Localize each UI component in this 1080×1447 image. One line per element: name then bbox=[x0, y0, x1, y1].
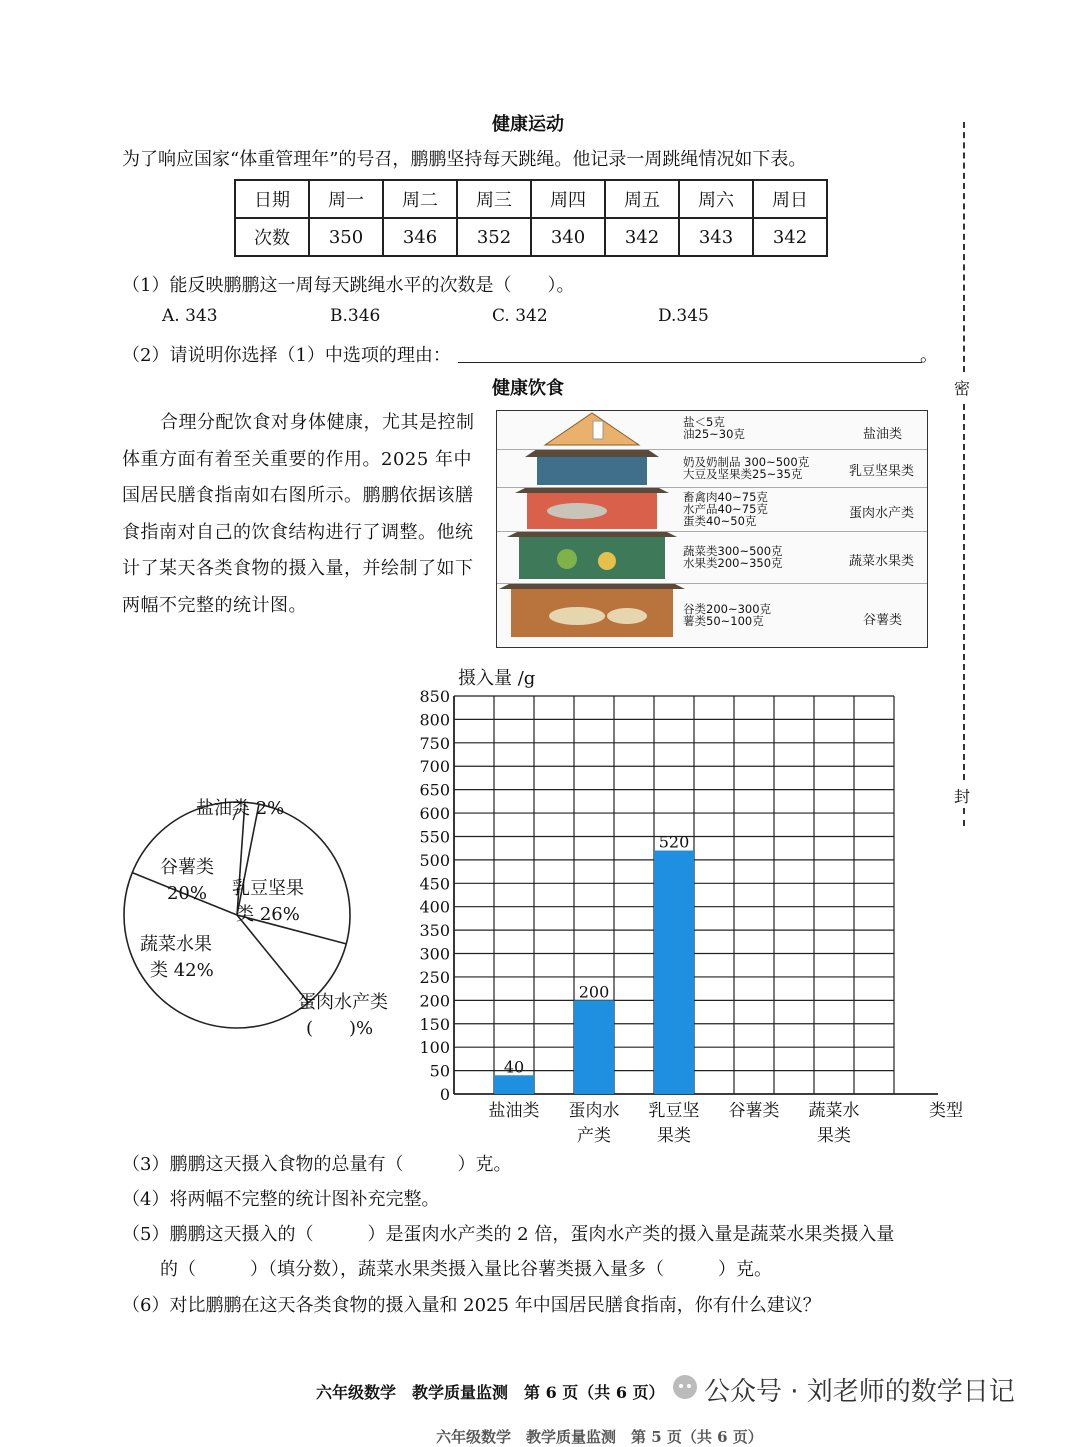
table-cell: 352 bbox=[457, 218, 531, 256]
table-cell: 周日 bbox=[753, 180, 827, 218]
table-row bbox=[235, 180, 827, 218]
y-tick-label: 350 bbox=[419, 921, 450, 941]
x-tick-label: 果类 bbox=[657, 1126, 691, 1146]
tier-text-4 bbox=[683, 545, 783, 569]
x-tick-label: 果类 bbox=[817, 1126, 851, 1146]
x-axis-label: 类型 bbox=[929, 1101, 963, 1121]
bar-value-label: 520 bbox=[658, 832, 690, 852]
table-cell: 342 bbox=[753, 218, 827, 256]
bar bbox=[574, 1000, 614, 1094]
diet-intro: 合理分配饮食对身体健康，尤其是控制体重方面有着至关重要的作用。2025 年中国居民膳食指南如右图所示。鹏鹏依据该膳食指南对自己的饮食结构进行了调整。他统计了某天各类食物的摄入量，并绘制了如下两幅不完整的统计图。 bbox=[122, 412, 475, 616]
tier-line: 奶及奶制品 300~500克 bbox=[683, 455, 810, 469]
tier-line: 盐＜5克 bbox=[683, 415, 725, 429]
x-tick-label: 蛋肉水 bbox=[568, 1101, 620, 1121]
bar-value-label: 40 bbox=[503, 1057, 525, 1077]
y-tick-label: 450 bbox=[419, 874, 450, 894]
question-3: （3）鹏鹏这天摄入食物的总量有（ ）克。 bbox=[122, 1154, 512, 1175]
tier-text-5 bbox=[683, 603, 771, 627]
grain-icon bbox=[549, 607, 605, 625]
side-mark-mi: 密 bbox=[954, 379, 971, 398]
tier-category-4: 蔬菜水果类 bbox=[849, 554, 915, 569]
tier-line: 水果类200~350克 bbox=[683, 556, 783, 570]
tier-line: 薯类50~100克 bbox=[683, 614, 764, 628]
tier-category-5: 谷薯类 bbox=[863, 613, 903, 628]
tier-line: 大豆及坚果类25~35克 bbox=[683, 467, 803, 481]
bar-chart-ylabel: 摄入量 /g bbox=[458, 668, 536, 689]
pie-label-pct: 20% bbox=[166, 883, 207, 904]
question-1: （1）能反映鹏鹏这一周每天跳绳水平的次数是（ ）。 bbox=[122, 275, 575, 296]
question-5a: （5）鹏鹏这天摄入的（ ）是蛋肉水产类的 2 倍，蛋肉水产类的摄入量是蔬菜水果类摄入量 bbox=[122, 1224, 895, 1245]
page-footer: 六年级数学 教学质量监测 第 6 页（共 6 页） bbox=[316, 1383, 665, 1402]
exercise-intro: 为了响应国家“体重管理年”的号召，鹏鹏坚持每天跳绳。他记录一周跳绳情况如下表。 bbox=[122, 149, 807, 170]
tier-text-2 bbox=[683, 456, 809, 480]
table-row bbox=[235, 218, 827, 256]
option-a[interactable]: A. 343 bbox=[162, 306, 218, 326]
x-tick-label: 蔬菜水 bbox=[808, 1101, 860, 1121]
table-cell: 周三 bbox=[457, 180, 531, 218]
pie-label-pct: 类 42% bbox=[150, 960, 214, 981]
y-tick-label: 200 bbox=[419, 991, 450, 1011]
pyramid-eave bbox=[525, 449, 659, 457]
pie-label-text: 蛋肉水产类 bbox=[298, 992, 388, 1013]
y-tick-label: 500 bbox=[419, 850, 450, 870]
wechat-icon bbox=[672, 1374, 698, 1404]
tier-line: 水产品40~75克 bbox=[683, 502, 768, 516]
table-cell: 342 bbox=[605, 218, 679, 256]
question-2: （2）请说明你选择（1）中选项的理由： bbox=[122, 345, 451, 366]
y-tick-label: 550 bbox=[419, 827, 450, 847]
tier-text-3 bbox=[683, 491, 768, 527]
tier-category-3: 蛋肉水产类 bbox=[849, 506, 915, 521]
tier-divider bbox=[497, 449, 927, 450]
grain-icon bbox=[607, 608, 647, 624]
x-tick-label: 谷薯类 bbox=[728, 1101, 780, 1121]
table-cell: 周一 bbox=[309, 180, 383, 218]
y-tick-label: 650 bbox=[419, 780, 450, 800]
bar bbox=[494, 1075, 534, 1094]
y-tick-label: 100 bbox=[419, 1038, 450, 1058]
table-cell: 周六 bbox=[679, 180, 753, 218]
y-tick-label: 750 bbox=[419, 733, 450, 753]
page-footer-ghost: 六年级数学 教学质量监测 第 5 页（共 6 页） bbox=[436, 1428, 763, 1446]
pie-label-text: 乳豆坚果 bbox=[232, 878, 304, 899]
tier-line: 谷类200~300克 bbox=[683, 602, 772, 616]
y-tick-label: 700 bbox=[419, 757, 450, 777]
option-b[interactable]: B.346 bbox=[330, 306, 381, 326]
tier-category-2: 乳豆坚果类 bbox=[849, 464, 915, 479]
x-tick-label: 产类 bbox=[577, 1126, 611, 1146]
option-d[interactable]: D.345 bbox=[658, 306, 709, 326]
vegetable-icon bbox=[557, 549, 577, 569]
table-cell: 周五 bbox=[605, 180, 679, 218]
section-title-exercise: 健康运动 bbox=[492, 114, 564, 135]
bar-chart bbox=[410, 680, 963, 1150]
option-c[interactable]: C. 342 bbox=[492, 306, 548, 326]
pie-label-text: 蔬菜水果 bbox=[140, 934, 212, 955]
y-tick-label: 0 bbox=[439, 1085, 450, 1104]
tier-line: 蔬菜类300~500克 bbox=[683, 544, 783, 558]
y-tick-label: 50 bbox=[429, 1061, 450, 1081]
table-cell: 次数 bbox=[235, 218, 309, 256]
tier-line: 畜禽肉40~75克 bbox=[683, 490, 768, 504]
pie-label-grain bbox=[160, 855, 214, 907]
tier-line: 油25~30克 bbox=[683, 427, 745, 441]
pyramid-tier-4 bbox=[519, 537, 665, 579]
binding-dash-line bbox=[963, 404, 965, 780]
binding-dash-line bbox=[963, 808, 965, 826]
x-tick-label: 乳豆坚 bbox=[648, 1101, 700, 1121]
tier-divider bbox=[497, 487, 927, 488]
y-tick-label: 250 bbox=[419, 967, 450, 987]
table-cell: 周二 bbox=[383, 180, 457, 218]
question-2-end: 。 bbox=[920, 345, 938, 366]
fruit-icon bbox=[598, 552, 616, 570]
tier-category-1: 盐油类 bbox=[863, 427, 903, 442]
section-title-diet: 健康饮食 bbox=[492, 378, 564, 399]
x-tick-label: 盐油类 bbox=[488, 1101, 540, 1121]
table-cell: 周四 bbox=[531, 180, 605, 218]
table-cell: 350 bbox=[309, 218, 383, 256]
tier-divider bbox=[497, 531, 927, 532]
pie-label-meat-egg bbox=[298, 990, 388, 1042]
salt-shaker-icon bbox=[593, 421, 603, 439]
bar bbox=[654, 851, 694, 1094]
question-5b: 的（ ）（填分数），蔬菜水果类摄入量比谷薯类摄入量多（ ）克。 bbox=[160, 1259, 772, 1280]
pyramid-tier-2 bbox=[537, 457, 647, 485]
pie-label-pct[interactable]: ( )% bbox=[306, 1018, 374, 1039]
pie-label-salt-oil: 盐油类 2% bbox=[196, 798, 285, 819]
answer-line[interactable] bbox=[458, 362, 922, 363]
y-tick-label: 800 bbox=[419, 710, 450, 730]
question-6: （6）对比鹏鹏在这天各类食物的摄入量和 2025 年中国居民膳食指南，你有什么建议？ bbox=[122, 1295, 821, 1316]
bar-value-label: 200 bbox=[578, 982, 610, 1002]
y-tick-label: 850 bbox=[419, 687, 450, 706]
side-mark-feng: 封 bbox=[954, 787, 971, 806]
y-tick-label: 600 bbox=[419, 804, 450, 824]
y-tick-label: 300 bbox=[419, 944, 450, 964]
pyramid-roof bbox=[545, 413, 639, 445]
pie-label-dairy-nuts bbox=[232, 876, 304, 928]
tier-line: 蛋类40~50克 bbox=[683, 514, 757, 528]
watermark: 公众号 · 刘老师的数学日记 bbox=[704, 1377, 1015, 1407]
pie-label-pct: 类 26% bbox=[236, 904, 300, 925]
jump-rope-table bbox=[234, 179, 828, 257]
question-4: （4）将两幅不完整的统计图补充完整。 bbox=[122, 1189, 440, 1210]
tier-divider bbox=[497, 583, 927, 584]
pie-label-text: 谷薯类 bbox=[160, 857, 214, 878]
fish-icon bbox=[547, 503, 607, 519]
y-tick-label: 400 bbox=[419, 897, 450, 917]
binding-dash-line bbox=[963, 122, 965, 372]
table-cell: 日期 bbox=[235, 180, 309, 218]
tier-text-1 bbox=[683, 416, 745, 440]
y-tick-label: 150 bbox=[419, 1014, 450, 1034]
table-cell: 343 bbox=[679, 218, 753, 256]
table-cell: 346 bbox=[383, 218, 457, 256]
table-cell: 340 bbox=[531, 218, 605, 256]
pie-label-veg-fruit bbox=[140, 932, 214, 984]
food-pyramid bbox=[496, 410, 928, 648]
